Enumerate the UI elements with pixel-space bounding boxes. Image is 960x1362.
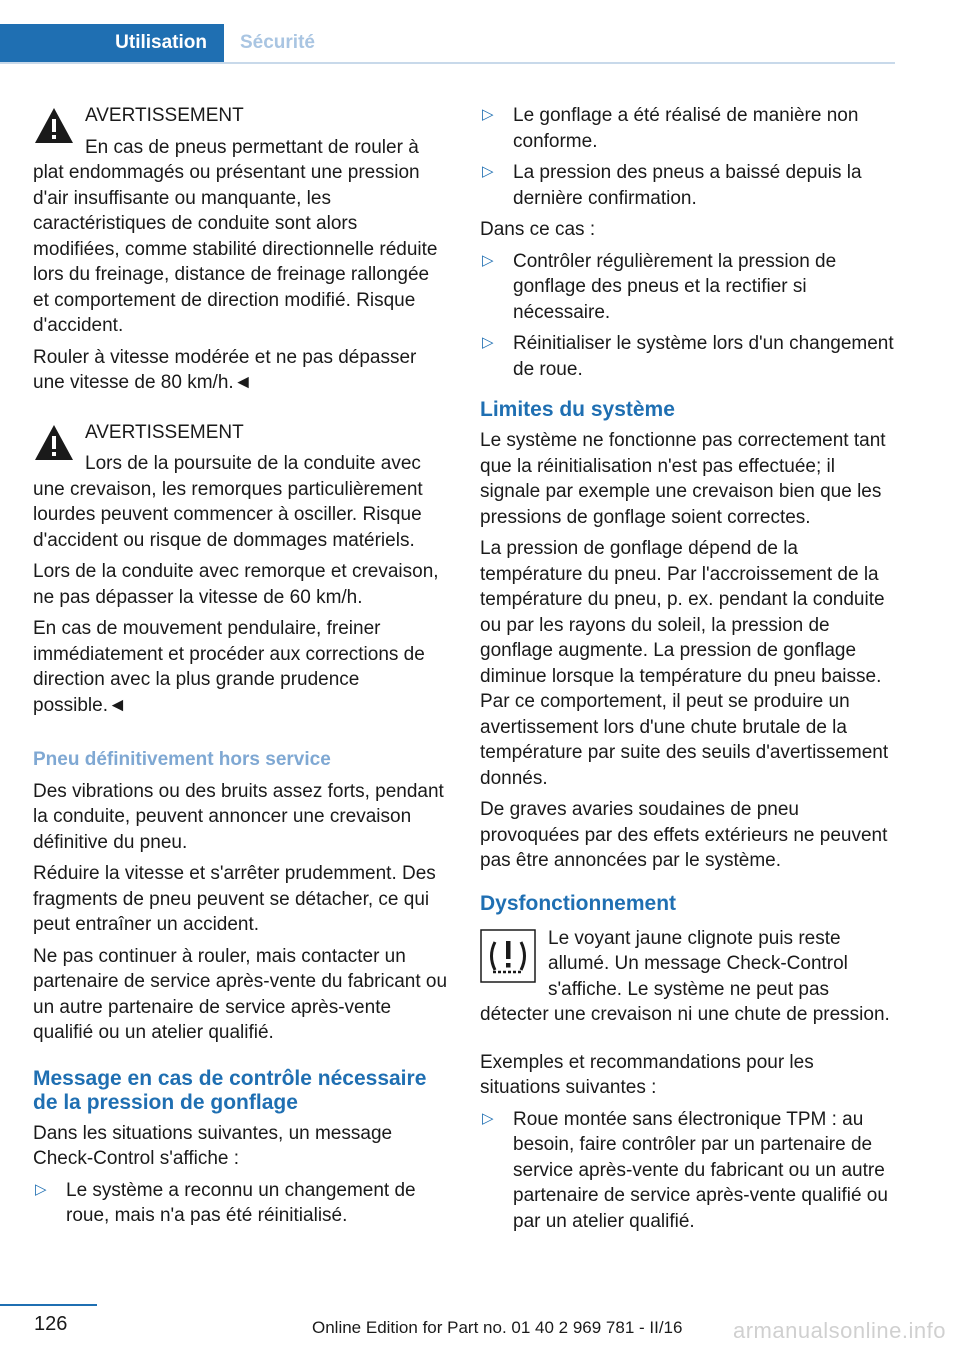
list-item bbox=[480, 103, 895, 154]
section-heading-dysfonctionnement: Dysfonctionnement bbox=[480, 891, 677, 915]
list-item-text: Contrôler régulièrement la pression de gonflage des pneus et la rectifier si nécessaire. bbox=[513, 250, 837, 323]
warning-triangle-icon bbox=[33, 106, 75, 146]
paragraph: De graves avaries soudaines de pneu provoquées par des effets extérieurs ne peuvent pas être annoncées par le système. bbox=[480, 799, 888, 871]
paragraph: Des vibrations ou des bruits assez forts, pendant la conduite, peuvent annoncer une crevaison définitive du pneu. bbox=[33, 780, 444, 853]
bullet-arrow-icon: ▷ bbox=[482, 1109, 494, 1127]
tire-pressure-warning-icon bbox=[480, 929, 536, 983]
tab-securite[interactable]: Sécurité bbox=[240, 32, 315, 53]
edition-footer: Online Edition for Part no. 01 40 2 969 781 - II/16 bbox=[312, 1318, 683, 1337]
list-item bbox=[33, 1178, 448, 1229]
list-item-text: Le système a reconnu un changement de roue, mais n'a pas été réinitialisé. bbox=[66, 1179, 416, 1226]
bullet-arrow-icon: ▷ bbox=[482, 334, 494, 351]
tab-bar bbox=[0, 24, 895, 64]
paragraph: Réduire la vitesse et s'arrêter prudemment. Des fragments de pneu peuvent se détacher, ce qui peut entraîner un accident. bbox=[33, 863, 436, 935]
warning-text: Lors de la conduite avec remorque et crevaison, ne pas dépasser la vitesse de 60 km/h. bbox=[33, 561, 439, 608]
section-heading-limites: Limites du système bbox=[480, 398, 675, 421]
bullet-arrow-icon: ▷ bbox=[482, 163, 494, 180]
list-item-text: Réinitialiser le système lors d'un changement de roue. bbox=[513, 333, 894, 380]
list-item-text: Le gonflage a été réalisé de manière non conforme. bbox=[513, 105, 859, 152]
warning-text: En cas de pneus permettant de rouler à plat endommagés ou présentant une pression d'air insuffisante ou manquante, les caractéristiques de conduite sont alors modifiées, comme stabilité directionnelle réduite lors du freinage, distance de freinage rallongée et comportement de direction modifié. Risque d'accident. bbox=[33, 136, 438, 336]
warning-block-2 bbox=[33, 420, 448, 725]
warning-block-1 bbox=[33, 103, 448, 402]
paragraph: Le système ne fonctionne pas correctement tant que la réinitialisation n'est pas effectuée; il signale par exemple une crevaison bien que les pressions de gonflage soient correctes. bbox=[480, 430, 886, 528]
bullet-arrow-icon: ▷ bbox=[35, 1180, 47, 1198]
warning-triangle-icon bbox=[33, 423, 75, 463]
warning-text: Rouler à vitesse modérée et ne pas dépasser une vitesse de 80 km/h.◄ bbox=[33, 346, 417, 393]
warning-title: AVERTISSEMENT bbox=[85, 421, 244, 443]
page-number-rule bbox=[0, 1304, 97, 1306]
left-column bbox=[33, 103, 448, 1235]
page-number: 126 bbox=[34, 1313, 68, 1335]
paragraph: Dans les situations suivantes, un message Check-Control s'affiche : bbox=[33, 1122, 393, 1169]
section-heading-message: Message en cas de contrôle nécessaire de la pression de gonflage bbox=[33, 1066, 427, 1114]
bullet-arrow-icon: ▷ bbox=[482, 251, 494, 269]
paragraph: Le voyant jaune clignote puis reste allumé. Un message Check-Control s'affiche. Le système ne peut pas détecter une crevaison ni une chute de pression. bbox=[480, 927, 890, 1025]
bullet-list bbox=[480, 1107, 895, 1235]
list-item bbox=[480, 331, 895, 382]
list-item bbox=[480, 249, 895, 326]
warning-title: AVERTISSEMENT bbox=[85, 105, 244, 126]
warning-text: Lors de la poursuite de la conduite avec une crevaison, les remorques particulièrement lourdes peuvent commencer à osciller. Risque d'accident ou risque de dommages matériels. bbox=[33, 453, 423, 551]
malfunction-block bbox=[480, 926, 895, 1034]
list-item-text: La pression des pneus a baissé depuis la dernière confirmation. bbox=[513, 162, 862, 209]
section-heading-pneu: Pneu définitivement hors service bbox=[33, 749, 331, 770]
paragraph: Ne pas continuer à rouler, mais contacter un partenaire de service après-vente du fabricant ou un autre partenaire de service après-vente qualifié ou un atelier qualifié. bbox=[33, 945, 448, 1043]
right-column bbox=[480, 103, 895, 1240]
bullet-list bbox=[480, 103, 895, 211]
bullet-list bbox=[480, 249, 895, 383]
list-item bbox=[480, 1107, 895, 1235]
bullet-list bbox=[33, 1178, 448, 1229]
list-item-text: Roue montée sans électronique TPM : au besoin, faire contrôler par un partenaire de service après-vente du fabricant ou un autre partenaire de service après-vente qualifié ou par un atelier qualifié. bbox=[513, 1108, 888, 1232]
warning-text: En cas de mouvement pendulaire, freiner immédiatement et procéder aux corrections de direction avec la plus grande prudence possible.◄ bbox=[33, 618, 425, 716]
bullet-arrow-icon: ▷ bbox=[482, 106, 494, 123]
watermark: armanualsonline.info bbox=[732, 1318, 946, 1343]
paragraph: Exemples et recommandations pour les situations suivantes : bbox=[480, 1051, 814, 1098]
paragraph: Dans ce cas : bbox=[480, 219, 596, 240]
tab-utilisation[interactable]: Utilisation bbox=[0, 24, 224, 62]
paragraph: La pression de gonflage dépend de la température du pneu. Par l'accroissement de la température du pneu, p. ex. pendant la conduite ou par les rayons du soleil, la pression de gonflage augmente. La pression de gonflage diminue lorsque la température du pneu baisse. Par ce comportement, il peut se produire un avertissement lors d'une chute brutale de la température par suite des seuils d'avertissement donnés. bbox=[480, 538, 889, 789]
list-item bbox=[480, 160, 895, 211]
